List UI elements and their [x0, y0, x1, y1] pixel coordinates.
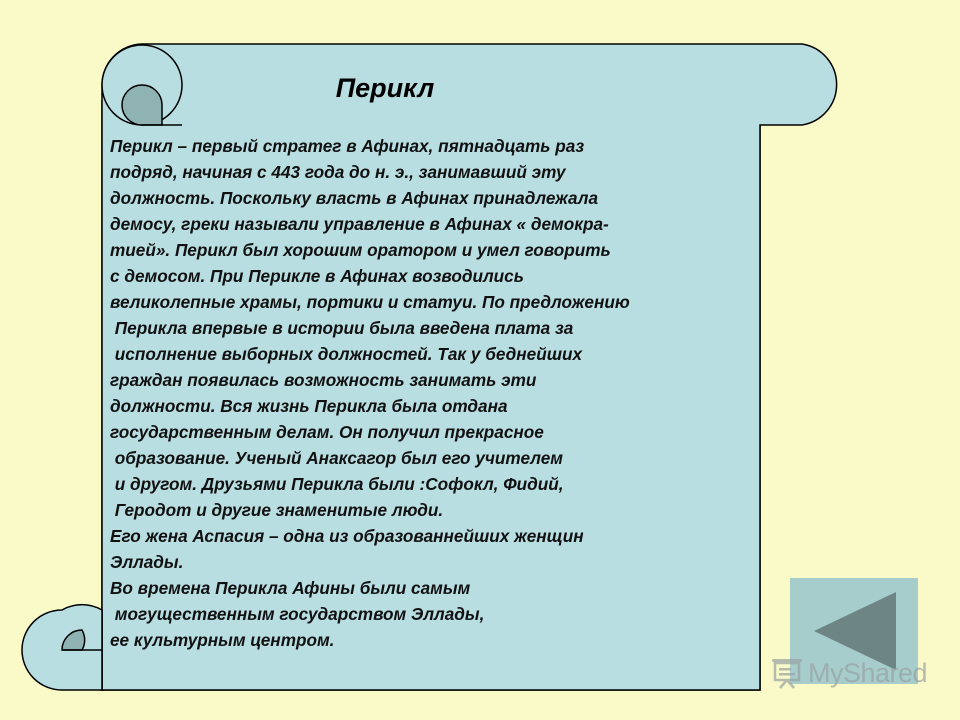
body-line: с демосом. При Перикле в Афинах возводились: [110, 266, 524, 286]
body-line: Эллады.: [110, 552, 184, 572]
body-line: Геродот и другие знаменитые люди.: [110, 500, 444, 520]
body-line: ее культурным центром.: [110, 630, 335, 650]
body-line: государственным делам. Он получил прекрасное: [110, 422, 544, 442]
body-line: великолепные храмы, портики и статуи. По предложению: [110, 292, 630, 312]
body-line: тией». Перикл был хорошим оратором и умел говорить: [110, 240, 611, 260]
body-line: образование. Ученый Анаксагор был его учителем: [110, 448, 563, 468]
projector-screen-icon: [770, 656, 804, 690]
body-line: Перикл – первый стратег в Афинах, пятнадцать раз: [110, 136, 585, 156]
body-line: Перикла впервые в истории была введена плата за: [110, 318, 574, 338]
scroll-top-curl-inner: [122, 85, 162, 125]
body-line: Его жена Аспасия – одна из образованнейших женщин: [110, 526, 584, 546]
slide-title: Перикл: [335, 73, 435, 103]
body-line: должности. Вся жизнь Перикла была отдана: [110, 396, 508, 416]
body-line: и другом. Друзьями Перикла были :Софокл, Фидий,: [110, 474, 564, 494]
watermark-text: MyShared: [808, 657, 928, 688]
slide-body-text: [110, 133, 770, 653]
body-line: демосу, греки называли управление в Афинах « демокра-: [110, 214, 609, 234]
body-line: должность. Поскольку власть в Афинах принадлежала: [110, 188, 599, 208]
body-line: подряд, начиная с 443 года до н. э., занимавший эту: [110, 162, 566, 182]
watermark: [770, 655, 927, 691]
body-line: Во времена Перикла Афины были самым: [110, 578, 471, 598]
body-line: граждан появилась возможность занимать эти: [110, 370, 537, 390]
body-line: исполнение выборных должностей. Так у беднейших: [110, 344, 583, 364]
body-line: могущественным государством Эллады,: [110, 604, 485, 624]
